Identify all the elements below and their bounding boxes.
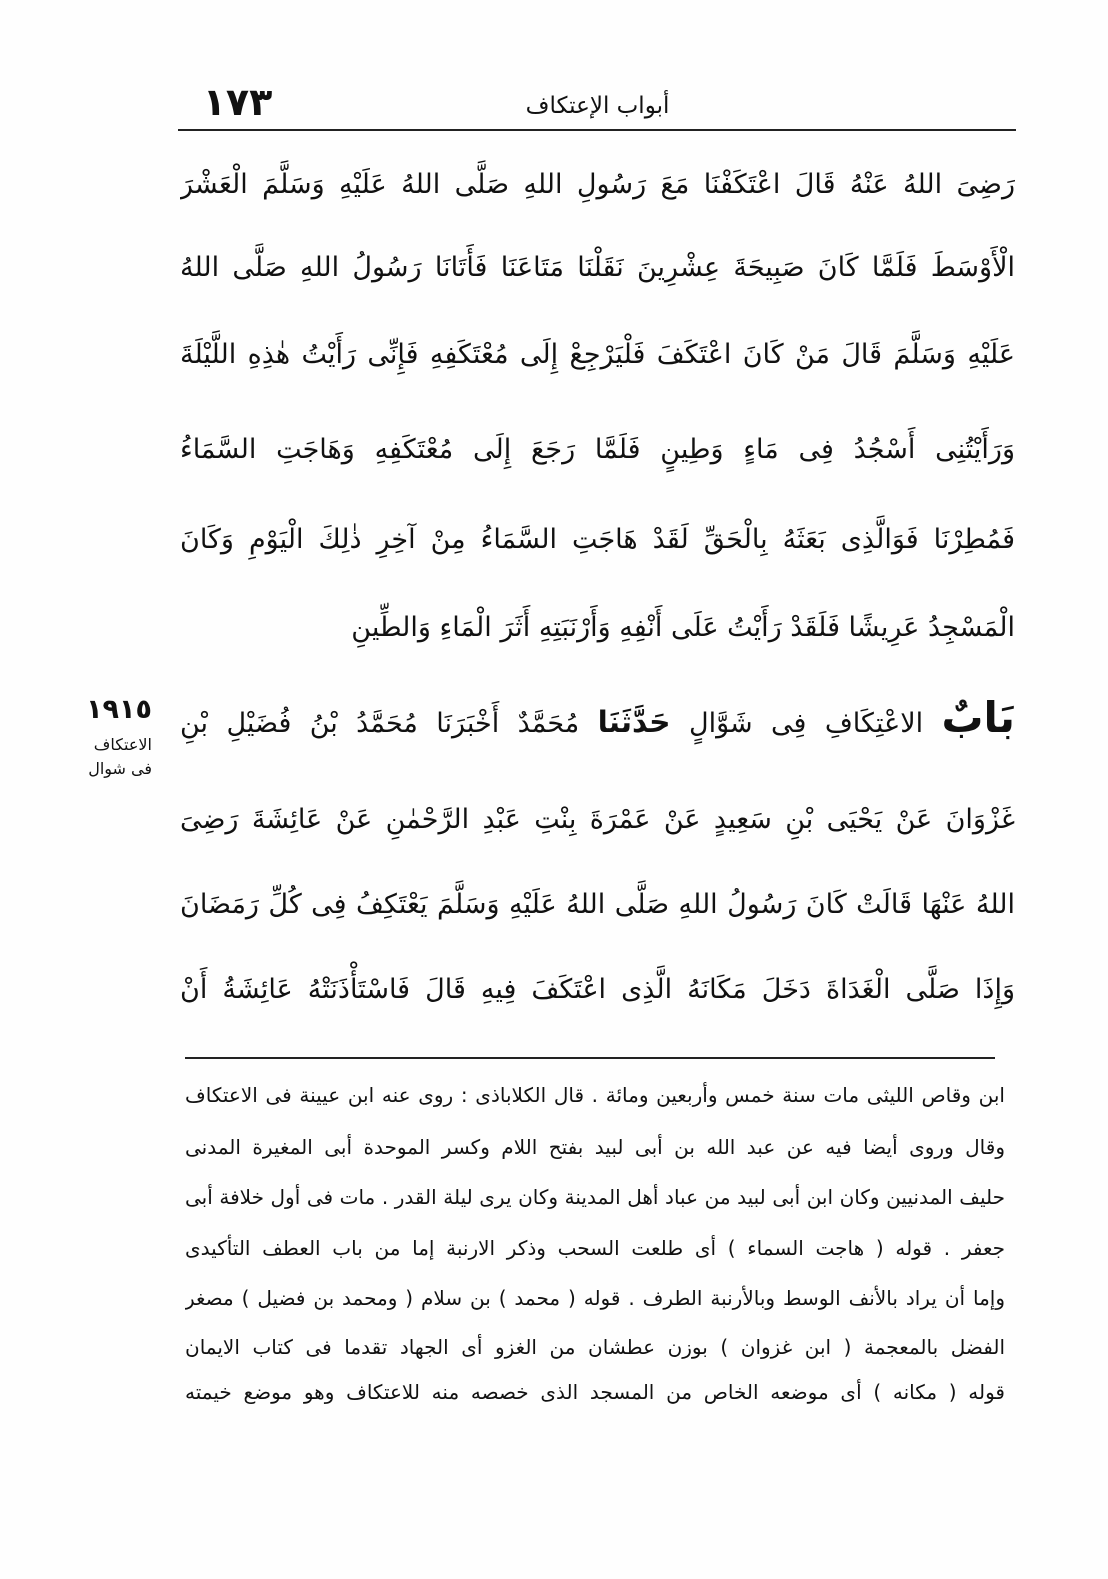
footnote-line-1 bbox=[185, 1073, 1005, 1117]
footnote-line-3 bbox=[185, 1175, 1005, 1219]
footnote-line-4-text: جعفر . قوله ( هاجت السماء ) أى طلعت السحب وذكر الارنبة إما من باب العطف التأكيدى bbox=[185, 1236, 1005, 1260]
main-text-line-3 bbox=[180, 320, 1015, 390]
haddathana-label: حَدَّثَنَا bbox=[597, 705, 671, 740]
footnote-line-5-text: وإما أن يراد بالأنف الوسط وبالأرنبة الطرف . قوله ( محمد ) بن سلام ( ومحمد بن فضيل ) مصغر bbox=[185, 1286, 1005, 1310]
chapter-text-line-1-text: غَزْوَانَ عَنْ يَحْيَى بْنِ سَعِيدٍ عَنْ عَمْرَةَ بِنْتِ عَبْدِ الرَّحْمٰنِ عَنْ عَائِشَةَ رَضِىَ bbox=[180, 804, 1015, 835]
footnote-line-6 bbox=[185, 1325, 1005, 1369]
page-number: ١٧٣ bbox=[202, 80, 273, 124]
footnote-line-2-text: وقال وروى أيضا فيه عن عبد الله بن أبى لبيد بفتح اللام وكسر الموحدة أبى المغيرة المدنى bbox=[185, 1135, 1005, 1159]
main-text-line-6-text: الْمَسْجِدُ عَرِيشًا فَلَقَدْ رَأَيْتُ عَلَى أَنْفِهِ وَأَرْنَبَتِهِ أَثَرَ الْمَاءِ وَالطِّينِ bbox=[351, 612, 1015, 643]
margin-chapter-title-line-1: الاعتكاف bbox=[93, 735, 152, 754]
chapter-text-line-3 bbox=[180, 955, 1015, 1025]
footnote-line-6-text: الفضل بالمعجمة ( ابن غزوان ) بوزن عطشان من الغزو أى الجهاد تقدما فى كتاب الايمان bbox=[185, 1335, 1005, 1359]
main-text-line-6 bbox=[180, 593, 1015, 663]
chapter-text-line-2-text: اللهُ عَنْهَا قَالَتْ كَانَ رَسُولُ اللهِ صَلَّى اللهُ عَلَيْهِ وَسَلَّمَ يَعْتَكِفُ فِى كُلِّ رَمَضَانَ bbox=[180, 889, 1015, 920]
chapter-heading-line-text bbox=[180, 693, 1015, 742]
footnote-rule bbox=[185, 1057, 995, 1059]
main-text-line-4 bbox=[180, 415, 1015, 485]
isnad-start: مُحَمَّدٌ أَخْبَرَنَا مُحَمَّدُ بْنُ فُضَيْلِ بْنِ bbox=[180, 708, 580, 739]
margin-chapter-title-line-2: فى شوال bbox=[88, 759, 152, 778]
main-text-line-4-text: وَرَأَيْتُنِى أَسْجُدُ فِى مَاءٍ وَطِينٍ فَلَمَّا رَجَعَ إِلَى مُعْتَكَفِهِ وَهَاجَتِ السَّمَاءُ bbox=[180, 434, 1015, 465]
footnote-line-7-text: قوله ( مكانه ) أى موضعه الخاص من المسجد الذى خصصه منه للاعتكاف وهو موضع خيمته bbox=[185, 1380, 1005, 1404]
footnote-line-7 bbox=[185, 1370, 1005, 1414]
footnote-line-5 bbox=[185, 1276, 1005, 1320]
main-text-line-2-text: الْأَوْسَطَ فَلَمَّا كَانَ صَبِيحَةَ عِشْرِينَ نَقَلْنَا مَتَاعَنَا فَأَتَانَا رَسُولُ اللهِ صَلَّى اللهُ bbox=[180, 252, 1015, 283]
footnote-line-3-text: حليف المدنيين وكان ابن أبى لبيد من عباد أهل المدينة وكان يرى ليلة القدر . مات فى أول خلافة أبى bbox=[185, 1185, 1005, 1209]
bab-label: بَابٌ bbox=[941, 693, 1015, 742]
main-text-line-1 bbox=[180, 150, 1015, 220]
header-rule bbox=[178, 129, 1016, 131]
chapter-title: الاعْتِكَافِ فِى شَوَّالٍ bbox=[688, 708, 924, 739]
main-text-line-3-text: عَلَيْهِ وَسَلَّمَ قَالَ مَنْ كَانَ اعْتَكَفَ فَلْيَرْجِعْ إِلَى مُعْتَكَفِهِ فَإِنِّى رَأَيْتُ هٰذِهِ اللَّيْلَةَ bbox=[180, 339, 1015, 370]
chapter-text-line-3-text: وَإِذَا صَلَّى الْغَدَاةَ دَخَلَ مَكَانَهُ الَّذِى اعْتَكَفَ فِيهِ قَالَ فَاسْتَأْذَنَتْهُ عَائِشَةُ أَنْ bbox=[180, 974, 1015, 1005]
chapter-text-line-1 bbox=[180, 785, 1015, 855]
hadith-number: ١٩١٥ bbox=[86, 694, 152, 725]
running-title: أبواب الإعتكاف bbox=[525, 93, 670, 119]
chapter-text-line-2 bbox=[180, 870, 1015, 940]
footnote-line-2 bbox=[185, 1125, 1005, 1169]
main-text-line-5-text: فَمُطِرْنَا فَوَالَّذِى بَعَثَهُ بِالْحَقِّ لَقَدْ هَاجَتِ السَّمَاءُ مِنْ آخِرِ ذٰلِكَ الْيَوْمِ وَكَانَ bbox=[180, 524, 1015, 555]
main-text-line-2 bbox=[180, 233, 1015, 303]
main-text-line-1-text: رَضِىَ اللهُ عَنْهُ قَالَ اعْتَكَفْنَا مَعَ رَسُولِ اللهِ صَلَّى اللهُ عَلَيْهِ وَسَلَّمَ الْعَشْرَ bbox=[180, 169, 1015, 200]
footnote-line-4 bbox=[185, 1226, 1005, 1270]
footnote-line-1-text: ابن وقاص الليثى مات سنة خمس وأربعين ومائة . قال الكلاباذى : روى عنه ابن عيينة فى الاعتكاف bbox=[185, 1083, 1005, 1107]
chapter-heading-line bbox=[180, 683, 1015, 753]
main-text-line-5 bbox=[180, 505, 1015, 575]
